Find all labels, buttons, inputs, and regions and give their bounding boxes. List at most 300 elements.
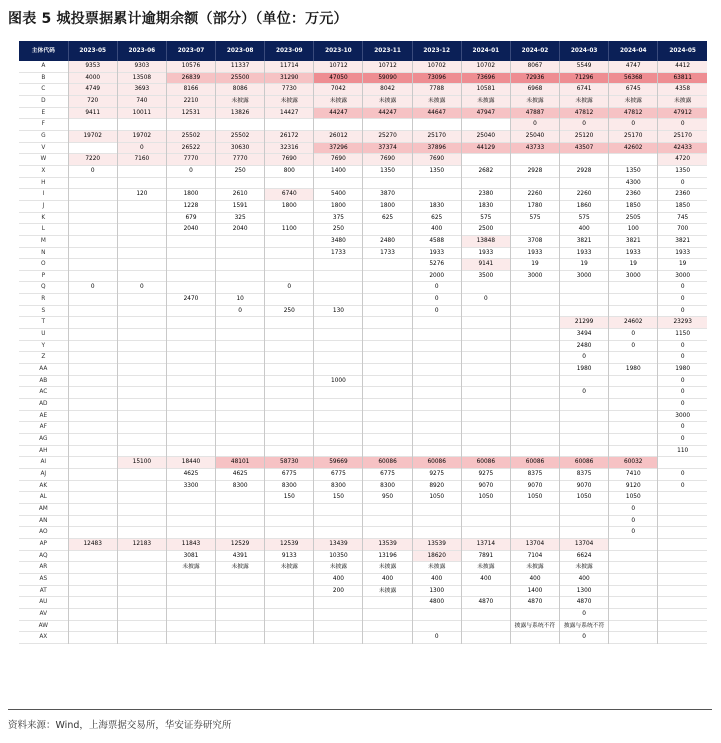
table-row: [19, 329, 707, 341]
row-code-cell: A: [19, 61, 68, 72]
value-cell: [363, 422, 412, 434]
row-code-cell: AS: [19, 573, 68, 585]
value-cell: [166, 270, 215, 282]
value-cell: [216, 282, 265, 294]
value-cell: [412, 434, 461, 446]
value-cell: [658, 608, 707, 620]
table-row: [19, 235, 707, 247]
value-cell: [265, 632, 314, 644]
row-code-cell: E: [19, 107, 68, 119]
value-cell: [166, 340, 215, 352]
value-cell: [412, 189, 461, 201]
table-row: [19, 434, 707, 446]
value-cell: [363, 632, 412, 644]
value-cell: [216, 597, 265, 609]
value-cell: 72936: [510, 72, 559, 84]
row-code-cell: M: [19, 235, 68, 247]
value-cell: 9141: [461, 259, 510, 271]
value-cell: 1933: [560, 247, 609, 259]
value-cell: [461, 154, 510, 166]
value-cell: 120: [117, 189, 166, 201]
value-cell: [510, 329, 559, 341]
value-cell: 25170: [658, 130, 707, 142]
value-cell: [609, 154, 658, 166]
value-cell: 950: [363, 492, 412, 504]
value-cell: 14427: [265, 107, 314, 119]
value-cell: 1733: [314, 247, 363, 259]
value-cell: 未披露: [363, 585, 412, 597]
value-cell: [265, 119, 314, 131]
value-cell: [363, 387, 412, 399]
value-cell: [560, 177, 609, 189]
value-cell: 4870: [510, 597, 559, 609]
value-cell: [412, 527, 461, 539]
value-cell: 1980: [609, 364, 658, 376]
value-cell: 7160: [117, 154, 166, 166]
value-cell: [412, 503, 461, 515]
value-cell: 1591: [216, 200, 265, 212]
value-cell: [117, 329, 166, 341]
row-code-cell: AD: [19, 399, 68, 411]
value-cell: 2928: [510, 165, 559, 177]
value-cell: 6624: [560, 550, 609, 562]
value-cell: 30630: [216, 142, 265, 154]
value-cell: [314, 608, 363, 620]
value-cell: [265, 212, 314, 224]
value-cell: [117, 340, 166, 352]
value-cell: [117, 503, 166, 515]
row-code-cell: Y: [19, 340, 68, 352]
value-cell: 44647: [412, 107, 461, 119]
value-cell: [117, 165, 166, 177]
value-cell: [216, 585, 265, 597]
value-cell: 10350: [314, 550, 363, 562]
value-cell: 1350: [363, 165, 412, 177]
value-cell: [216, 515, 265, 527]
value-cell: 13848: [461, 235, 510, 247]
row-code-cell: AN: [19, 515, 68, 527]
value-cell: [461, 445, 510, 457]
value-cell: [166, 119, 215, 131]
value-cell: [314, 527, 363, 539]
value-cell: [363, 282, 412, 294]
table-row: [19, 620, 707, 632]
value-cell: [117, 317, 166, 329]
value-cell: [560, 305, 609, 317]
table-row: [19, 317, 707, 329]
value-cell: 3000: [510, 270, 559, 282]
value-cell: 1150: [658, 329, 707, 341]
value-cell: 26172: [265, 130, 314, 142]
value-cell: 未披露: [314, 562, 363, 574]
value-cell: [216, 364, 265, 376]
value-cell: [461, 305, 510, 317]
value-cell: [609, 550, 658, 562]
value-cell: 1860: [560, 200, 609, 212]
value-cell: [560, 294, 609, 306]
value-cell: [510, 387, 559, 399]
value-cell: 2505: [609, 212, 658, 224]
table-row: [19, 503, 707, 515]
value-cell: 1733: [363, 247, 412, 259]
value-cell: 0: [658, 480, 707, 492]
value-cell: [117, 632, 166, 644]
value-cell: [658, 562, 707, 574]
value-cell: [265, 375, 314, 387]
value-cell: [412, 177, 461, 189]
value-cell: [461, 340, 510, 352]
value-cell: 披露与系统不符: [560, 620, 609, 632]
row-code-cell: R: [19, 294, 68, 306]
value-cell: 3000: [609, 270, 658, 282]
value-cell: [117, 352, 166, 364]
value-cell: 未披露: [412, 95, 461, 107]
value-cell: 4300: [609, 177, 658, 189]
value-cell: [363, 399, 412, 411]
value-cell: 1050: [412, 492, 461, 504]
value-cell: 9275: [461, 468, 510, 480]
col-header-date: 2024-03: [560, 41, 609, 61]
value-cell: [461, 399, 510, 411]
value-cell: 1000: [314, 375, 363, 387]
value-cell: 9070: [461, 480, 510, 492]
value-cell: 4625: [166, 468, 215, 480]
value-cell: 0: [117, 282, 166, 294]
value-cell: 19: [609, 259, 658, 271]
value-cell: [68, 445, 117, 457]
value-cell: [68, 177, 117, 189]
value-cell: 3081: [166, 550, 215, 562]
value-cell: 2210: [166, 95, 215, 107]
value-cell: 37296: [314, 142, 363, 154]
value-cell: [166, 422, 215, 434]
value-cell: 47887: [510, 107, 559, 119]
value-cell: [68, 585, 117, 597]
value-cell: 11714: [265, 61, 314, 72]
col-header-date: 2024-05: [658, 41, 707, 61]
value-cell: 59090: [363, 72, 412, 84]
value-cell: 9303: [117, 61, 166, 72]
value-cell: 3300: [166, 480, 215, 492]
value-cell: [117, 492, 166, 504]
value-cell: [166, 515, 215, 527]
value-cell: [117, 422, 166, 434]
value-cell: 4749: [68, 84, 117, 96]
row-code-cell: AL: [19, 492, 68, 504]
value-cell: [412, 317, 461, 329]
value-cell: [216, 270, 265, 282]
value-cell: [117, 200, 166, 212]
table-row: [19, 538, 707, 550]
value-cell: [510, 375, 559, 387]
value-cell: 3000: [560, 270, 609, 282]
value-cell: 1050: [609, 492, 658, 504]
value-cell: [216, 352, 265, 364]
value-cell: 0: [68, 282, 117, 294]
figure-title: 图表 5 城投票据累计逾期余额（部分）（单位：万元）: [8, 11, 348, 27]
value-cell: [216, 317, 265, 329]
value-cell: [216, 387, 265, 399]
table-row: [19, 585, 707, 597]
value-cell: [510, 294, 559, 306]
table-row: [19, 107, 707, 119]
row-code-cell: AV: [19, 608, 68, 620]
value-cell: [265, 387, 314, 399]
value-cell: 60086: [363, 457, 412, 469]
value-cell: 1933: [609, 247, 658, 259]
value-cell: [412, 329, 461, 341]
value-cell: [117, 620, 166, 632]
row-code-cell: Z: [19, 352, 68, 364]
value-cell: 1850: [658, 200, 707, 212]
value-cell: 43507: [560, 142, 609, 154]
value-cell: [265, 294, 314, 306]
value-cell: [314, 317, 363, 329]
value-cell: [461, 527, 510, 539]
value-cell: [609, 399, 658, 411]
value-cell: 2040: [166, 224, 215, 236]
row-code-cell: AP: [19, 538, 68, 550]
table-row: [19, 387, 707, 399]
value-cell: [461, 410, 510, 422]
value-cell: [560, 445, 609, 457]
value-cell: [510, 317, 559, 329]
value-cell: 4720: [658, 154, 707, 166]
row-code-cell: U: [19, 329, 68, 341]
value-cell: [68, 608, 117, 620]
value-cell: [314, 340, 363, 352]
value-cell: [216, 247, 265, 259]
value-cell: 4800: [412, 597, 461, 609]
value-cell: [461, 503, 510, 515]
value-cell: 13439: [314, 538, 363, 550]
value-cell: 400: [412, 224, 461, 236]
value-cell: [363, 270, 412, 282]
value-cell: 7220: [68, 154, 117, 166]
value-cell: 2470: [166, 294, 215, 306]
value-cell: 3870: [363, 189, 412, 201]
table-row: [19, 61, 707, 72]
col-header-date: 2023-06: [117, 41, 166, 61]
value-cell: 24602: [609, 317, 658, 329]
value-cell: 19702: [117, 130, 166, 142]
value-cell: 47050: [314, 72, 363, 84]
value-cell: [265, 422, 314, 434]
value-cell: [363, 305, 412, 317]
row-code-cell: AX: [19, 632, 68, 644]
value-cell: 25040: [461, 130, 510, 142]
value-cell: 8300: [216, 480, 265, 492]
value-cell: [117, 515, 166, 527]
value-cell: [510, 445, 559, 457]
value-cell: [658, 457, 707, 469]
value-cell: 700: [658, 224, 707, 236]
value-cell: 8375: [560, 468, 609, 480]
value-cell: 0: [560, 119, 609, 131]
value-cell: 7730: [265, 84, 314, 96]
value-cell: 1980: [560, 364, 609, 376]
table-row: [19, 154, 707, 166]
row-code-cell: N: [19, 247, 68, 259]
value-cell: [461, 317, 510, 329]
value-cell: 1800: [363, 200, 412, 212]
value-cell: 未披露: [166, 562, 215, 574]
value-cell: [265, 235, 314, 247]
value-cell: 679: [166, 212, 215, 224]
value-cell: 5276: [412, 259, 461, 271]
value-cell: [363, 364, 412, 376]
value-cell: [461, 585, 510, 597]
value-cell: [68, 259, 117, 271]
table-row: [19, 189, 707, 201]
value-cell: [68, 503, 117, 515]
table-row: [19, 364, 707, 376]
value-cell: 44247: [314, 107, 363, 119]
value-cell: 8067: [510, 61, 559, 72]
value-cell: [461, 434, 510, 446]
value-cell: [216, 503, 265, 515]
value-cell: [265, 410, 314, 422]
value-cell: 3693: [117, 84, 166, 96]
value-cell: [117, 434, 166, 446]
value-cell: [510, 527, 559, 539]
value-cell: [68, 399, 117, 411]
value-cell: [363, 597, 412, 609]
value-cell: [314, 259, 363, 271]
value-cell: [68, 492, 117, 504]
value-cell: 71296: [560, 72, 609, 84]
value-cell: 250: [265, 305, 314, 317]
value-cell: [216, 445, 265, 457]
value-cell: 1933: [658, 247, 707, 259]
value-cell: 1050: [510, 492, 559, 504]
row-code-cell: W: [19, 154, 68, 166]
value-cell: [265, 352, 314, 364]
value-cell: [363, 620, 412, 632]
value-cell: 26839: [166, 72, 215, 84]
value-cell: 625: [363, 212, 412, 224]
value-cell: 未披露: [216, 95, 265, 107]
value-cell: 5549: [560, 61, 609, 72]
value-cell: [265, 585, 314, 597]
value-cell: [216, 620, 265, 632]
value-cell: 0: [609, 119, 658, 131]
overdue-balance-table: [19, 41, 707, 644]
value-cell: [314, 119, 363, 131]
value-cell: 60086: [461, 457, 510, 469]
value-cell: [117, 445, 166, 457]
value-cell: [68, 294, 117, 306]
value-cell: [117, 410, 166, 422]
value-cell: [68, 434, 117, 446]
table-row: [19, 294, 707, 306]
value-cell: [166, 492, 215, 504]
value-cell: [412, 340, 461, 352]
value-cell: [658, 538, 707, 550]
value-cell: 12183: [117, 538, 166, 550]
value-cell: [412, 445, 461, 457]
value-cell: [117, 177, 166, 189]
value-cell: [68, 317, 117, 329]
value-cell: 0: [560, 352, 609, 364]
value-cell: 未披露: [510, 562, 559, 574]
value-cell: 未披露: [658, 95, 707, 107]
table-row: [19, 340, 707, 352]
value-cell: 0: [166, 165, 215, 177]
row-code-cell: J: [19, 200, 68, 212]
value-cell: [314, 620, 363, 632]
value-cell: 0: [216, 305, 265, 317]
value-cell: 25040: [510, 130, 559, 142]
value-cell: [314, 294, 363, 306]
table-row: [19, 375, 707, 387]
value-cell: [68, 247, 117, 259]
value-cell: 44247: [363, 107, 412, 119]
value-cell: 745: [658, 212, 707, 224]
value-cell: 150: [265, 492, 314, 504]
value-cell: [510, 434, 559, 446]
col-header-date: 2023-08: [216, 41, 265, 61]
value-cell: 47812: [609, 107, 658, 119]
value-cell: [166, 527, 215, 539]
value-cell: 250: [216, 165, 265, 177]
value-cell: [658, 632, 707, 644]
value-cell: [117, 585, 166, 597]
value-cell: 4412: [658, 61, 707, 72]
value-cell: [412, 515, 461, 527]
value-cell: 400: [560, 224, 609, 236]
value-cell: [117, 375, 166, 387]
value-cell: [117, 527, 166, 539]
row-code-cell: O: [19, 259, 68, 271]
value-cell: 6775: [314, 468, 363, 480]
value-cell: [461, 177, 510, 189]
value-cell: 7410: [609, 468, 658, 480]
value-cell: 0: [412, 632, 461, 644]
value-cell: 720: [68, 95, 117, 107]
value-cell: 9353: [68, 61, 117, 72]
value-cell: 4870: [461, 597, 510, 609]
value-cell: 575: [560, 212, 609, 224]
col-header-date: 2023-11: [363, 41, 412, 61]
value-cell: [609, 562, 658, 574]
value-cell: 8300: [265, 480, 314, 492]
row-code-cell: AA: [19, 364, 68, 376]
value-cell: 60032: [609, 457, 658, 469]
value-cell: [166, 503, 215, 515]
value-cell: [560, 422, 609, 434]
value-cell: 3000: [658, 410, 707, 422]
value-cell: 0: [609, 515, 658, 527]
value-cell: [363, 445, 412, 457]
value-cell: 11843: [166, 538, 215, 550]
value-cell: [166, 597, 215, 609]
value-cell: [314, 597, 363, 609]
value-cell: 2260: [510, 189, 559, 201]
value-cell: 8300: [314, 480, 363, 492]
value-cell: [461, 608, 510, 620]
value-cell: 未披露: [510, 95, 559, 107]
table-row: [19, 224, 707, 236]
value-cell: [265, 259, 314, 271]
value-cell: [510, 503, 559, 515]
value-cell: 13826: [216, 107, 265, 119]
value-cell: [117, 608, 166, 620]
value-cell: [363, 503, 412, 515]
col-header-date: 2023-12: [412, 41, 461, 61]
table-row: [19, 84, 707, 96]
row-code-cell: P: [19, 270, 68, 282]
